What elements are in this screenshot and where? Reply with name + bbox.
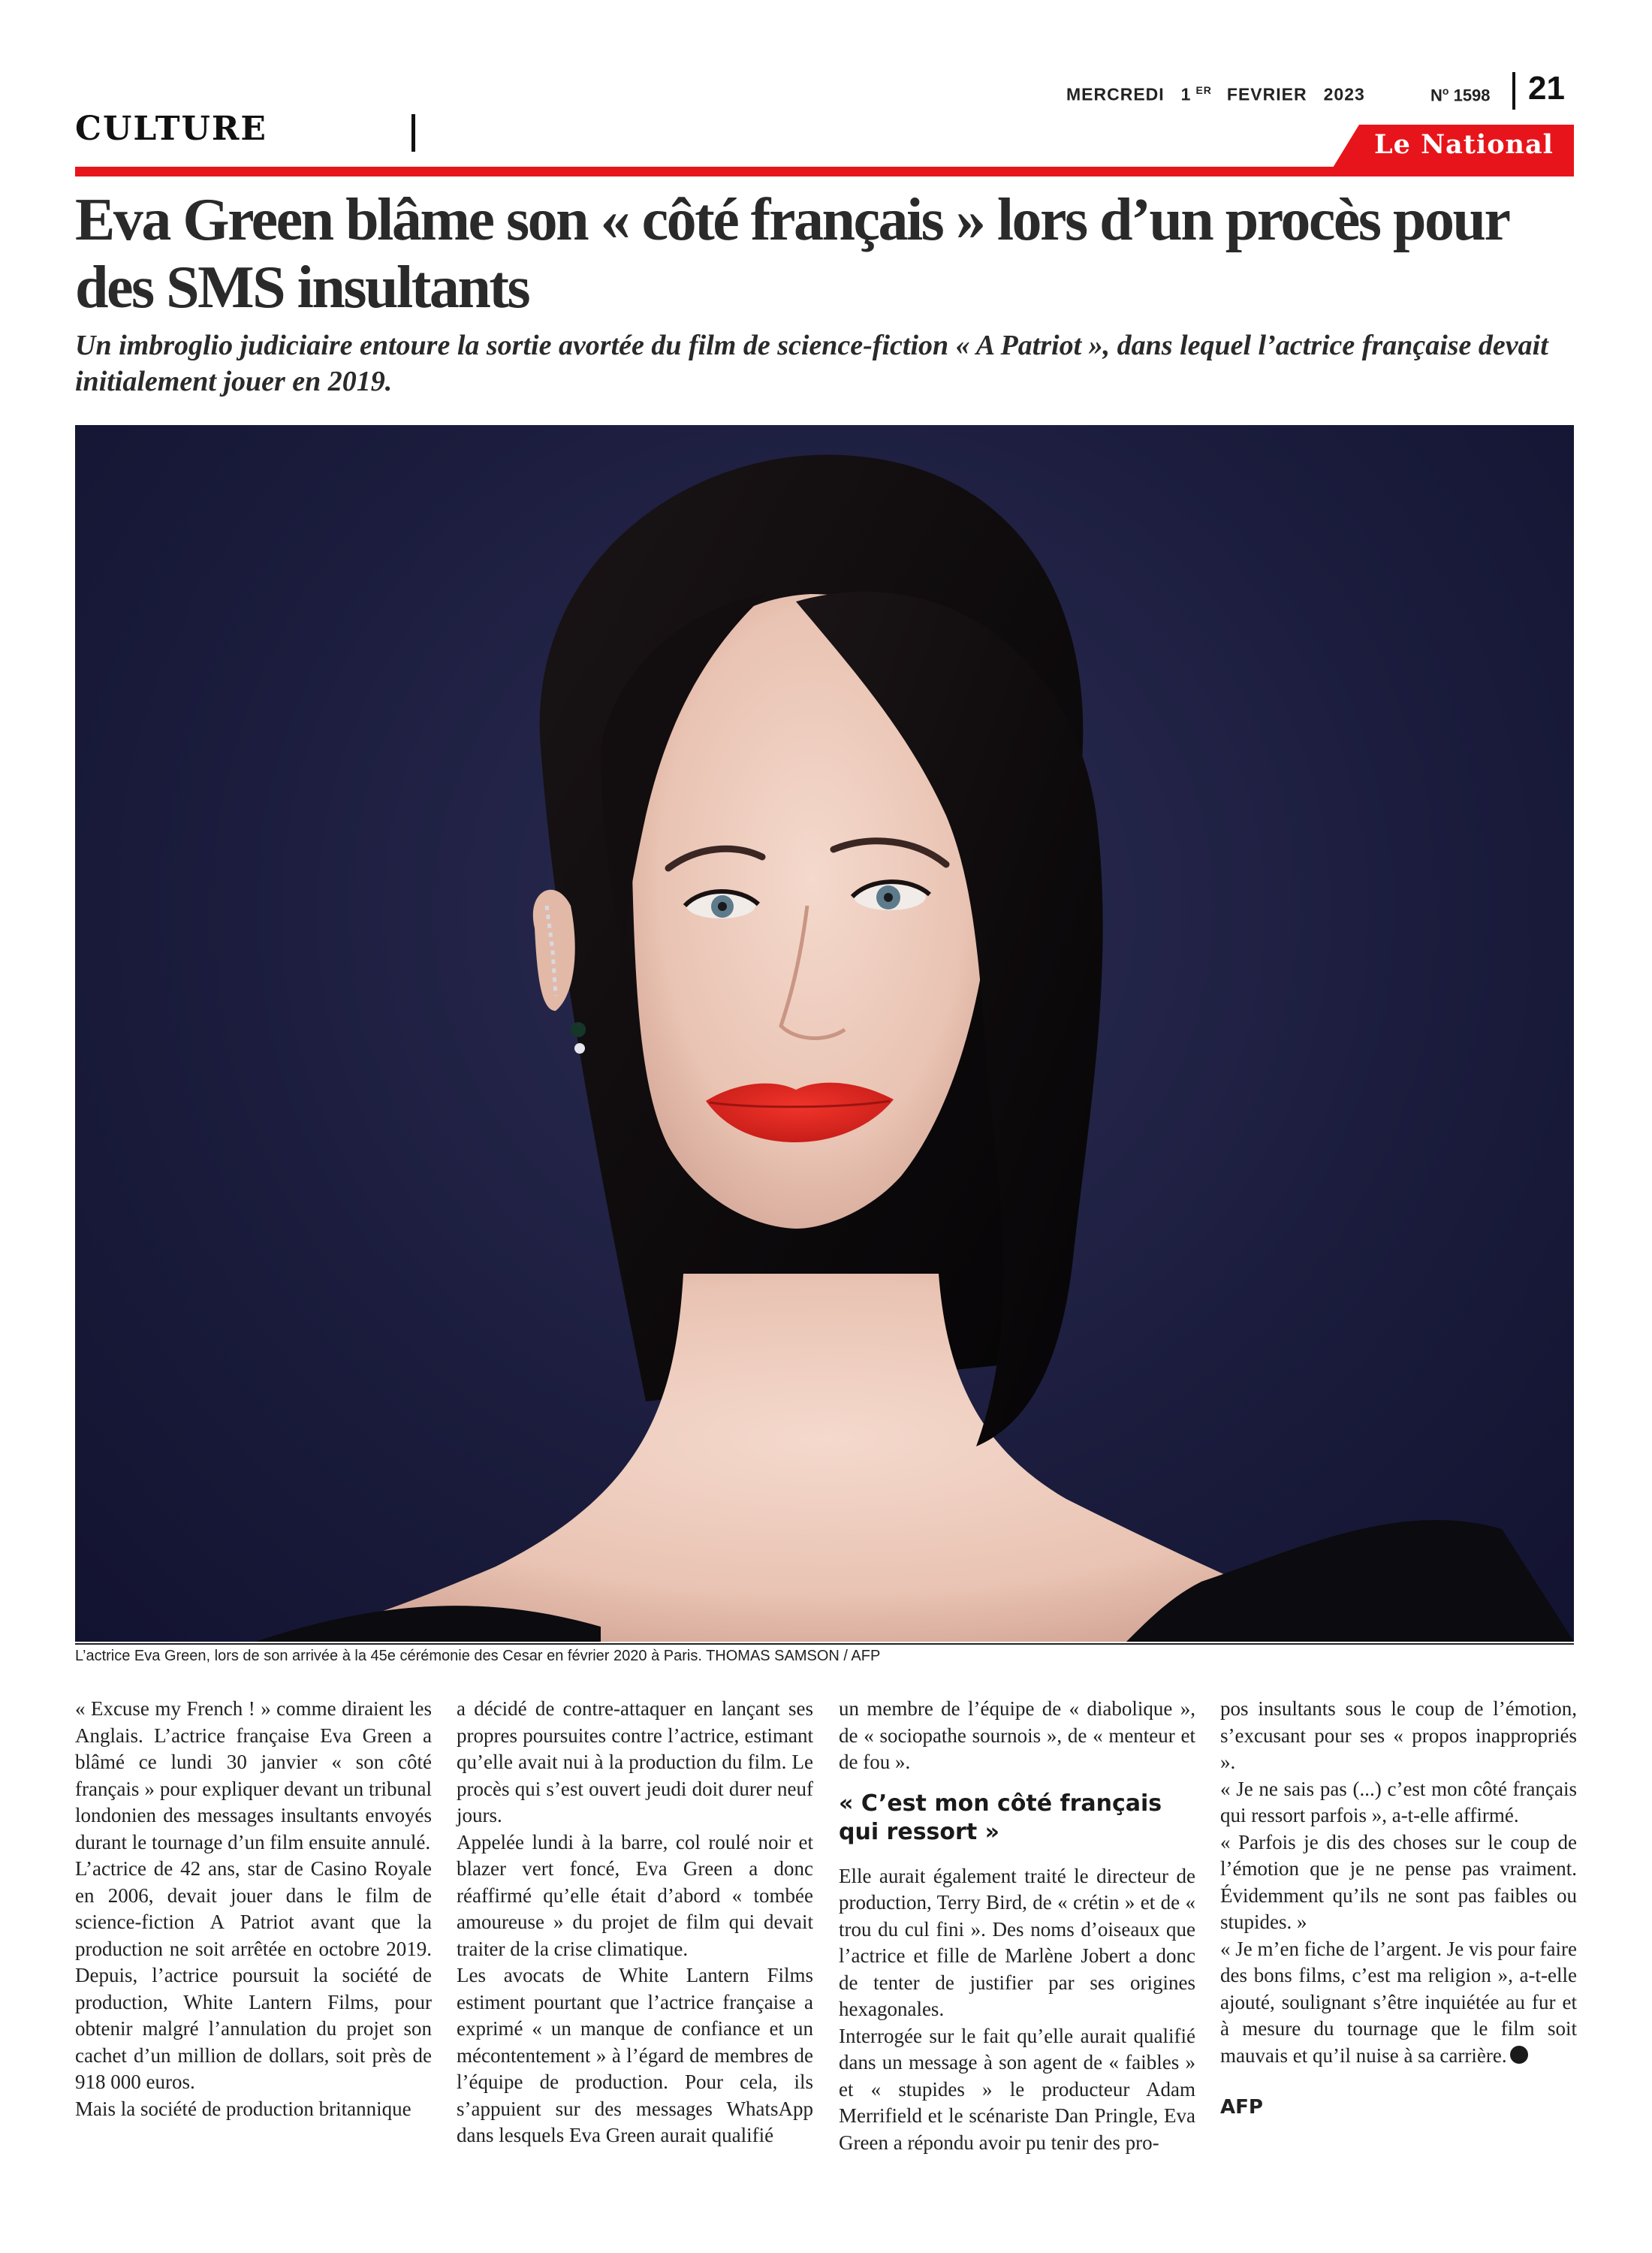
portrait-illustration	[75, 425, 1574, 1642]
paragraph: « Je ne sais pas (...) c’est mon côté français qui ressort parfois », a-t-elle affirmé.	[1220, 1777, 1577, 1826]
end-of-article-icon	[1510, 2046, 1528, 2064]
issue-date	[1066, 84, 1365, 105]
article-column-2	[457, 1696, 813, 2149]
earring-stone	[571, 1022, 586, 1037]
date-ordinal: ER	[1195, 84, 1212, 96]
date-day: MERCREDI	[1066, 84, 1165, 104]
article-subheading: « C’est mon côté français qui ressort »	[839, 1790, 1162, 1845]
section-divider	[411, 114, 415, 152]
caption-rule	[75, 1643, 1574, 1645]
pupil-left	[718, 902, 727, 911]
paragraph: « Excuse my French ! » comme diraient les Anglais. L’actrice française Eva Green a blâmé ce lundi 30 janvier « son côté français » pour expliquer devant un tribunal londonien des messages insultants envoyés durant le tournage d’un film ensuite annulé.	[75, 1697, 432, 1853]
article-column-3	[839, 1696, 1195, 2156]
paragraph: Appelée lundi à la barre, col roulé noir et blazer vert foncé, Eva Green a donc réaffirmé qu’elle était d’abord « tombée amoureuse » du projet de film qui devait traiter de la crise climatique.	[457, 1830, 813, 1960]
article-standfirst: Un imbroglio judiciaire entoure la sortie avortée du film de science-fiction « A Patriot », dans lequel l’actrice française devait initialement jouer en 2019.	[75, 330, 1548, 397]
issue-number	[1430, 85, 1491, 105]
article-photo	[75, 425, 1574, 1642]
paragraph: un membre de l’équipe de « diabolique », de « sociopathe sournois », de « menteur et de fou ».	[839, 1697, 1195, 1773]
paragraph-text: « Je m’en fiche de l’argent. Je vis pour faire des bons films, c’est ma religion », a-t-elle ajouté, soulignant s’être inquiétée au fur et à mesure du tournage que le film soit mauvais et qu’il nuise à sa carrière.	[1220, 1937, 1577, 2067]
date-month: FEVRIER	[1226, 84, 1307, 104]
paragraph: Interrogée sur le fait qu’elle aurait qualifié dans un message à son agent de « faibles » et « stupides » le producteur Adam Merrifield et le scénariste Dan Pringle, Eva Green a répondu avoir pu tenir des pro-	[839, 2024, 1195, 2154]
issue-prefix-ordinal: o	[1442, 85, 1449, 97]
paragraph: pos insultants sous le coup de l’émotion, s’excusant pour ses « propos inappropriés ».	[1220, 1697, 1577, 1773]
paragraph: Elle aurait également traité le directeur de production, Terry Bird, de « crétin » et de « trou du cul fini ». Des noms d’oiseaux que l’actrice et fille de Marlène Jobert a donc de tenter de justifier par ses origines hexagonales.	[839, 1864, 1195, 2020]
paragraph-last	[1220, 1936, 1577, 2070]
header-red-rule	[75, 167, 1574, 176]
issue-number-value: 1598	[1453, 86, 1491, 105]
article-column-1	[75, 1696, 432, 2122]
article-column-4	[1220, 1696, 1577, 2122]
byline: AFP	[1220, 2096, 1263, 2119]
paragraph: a décidé de contre-attaquer en lançant ses propres poursuites contre l’actrice, estimant qu’elle avait nui à la production du film. Le procès qui s’est ouvert jeudi doit durer neuf jours.	[457, 1697, 813, 1826]
photo-caption: L’actrice Eva Green, lors de son arrivée à la 45e cérémonie des Cesar en février 2020 à Paris. THOMAS SAMSON / AFP	[75, 1648, 881, 1664]
page-number-divider	[1512, 72, 1515, 110]
paragraph: « Parfois je dis des choses sur le coup de l’émotion que je ne pense pas vraiment. Évidemment qu’ils ne sont pas faibles ou stupides. »	[1220, 1830, 1577, 1933]
section-label: CULTURE	[75, 110, 267, 148]
page-number: 21	[1528, 70, 1565, 107]
date-year: 2023	[1323, 84, 1365, 104]
paragraph: Mais la société de production britannique	[75, 2097, 411, 2120]
pupil-right	[884, 893, 893, 902]
date-number: 1	[1180, 84, 1192, 104]
issue-prefix: N	[1430, 86, 1442, 105]
paragraph: L’actrice de 42 ans, star de Casino Royale en 2006, devait jouer dans le film de science-fiction A Patriot avant que la production ne soit arrêtée en octobre 2019. Depuis, l’actrice poursuit la société de production, White Lantern Films, pour obtenir malgré l’annulation du projet son cachet d’un million de dollars, soit près de 918 000 euros.	[75, 1857, 432, 2093]
article-headline: Eva Green blâme son « côté français » lors d’un procès pour des SMS insultants	[75, 187, 1509, 321]
earring-drop	[574, 1043, 585, 1054]
brand-name: Le National	[1374, 129, 1554, 160]
paragraph: Les avocats de White Lantern Films estiment pourtant que l’actrice française a exprimé « un manque de confiance et un mécontentement » à l’égard de membres de l’équipe de production. Pour cela, ils s’appuient sur des messages WhatsApp dans lesquels Eva Green aurait qualifié	[457, 1964, 813, 2146]
